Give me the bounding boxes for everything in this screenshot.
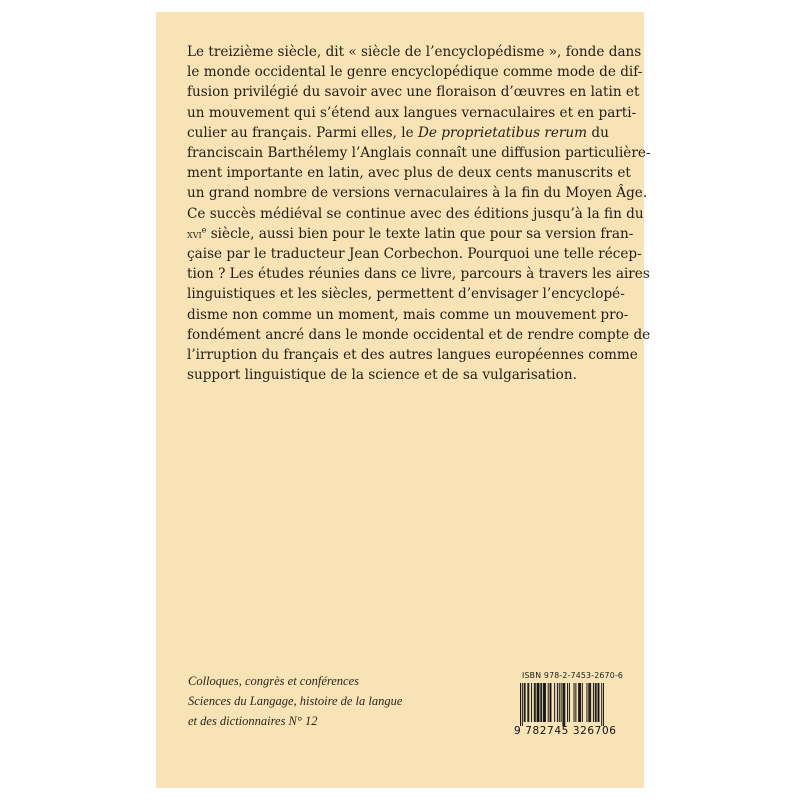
century-numeral: xvi xyxy=(187,226,202,241)
blurb-text-segment: culier au français. Parmi elles, le xyxy=(187,124,418,141)
blurb-line: le monde occidental le genre encyclopédique comme mode de dif- xyxy=(187,64,643,81)
blurb-line: disme non comme un moment, mais comme un mouvement pro- xyxy=(187,306,629,323)
blurb-text xyxy=(187,42,651,385)
blurb-line: çaise par le traducteur Jean Corbechon. Pourquoi une telle récep- xyxy=(187,246,642,263)
blurb-line: l’irruption du français et des autres langues européennes comme xyxy=(187,347,638,364)
blurb-text-segment: du xyxy=(587,124,609,141)
blurb-line: fondément ancré dans le monde occidental et de rendre compte de xyxy=(187,326,651,343)
blurb-line: fusion privilégié du savoir avec une floraison d’œuvres en latin et xyxy=(187,84,640,101)
blurb-line: Le treizième siècle, dit « siècle de l’encyclopédisme », fonde dans xyxy=(187,44,642,60)
series-line: et des dictionnaires N° 12 xyxy=(188,714,318,728)
blurb-line: linguistiques et les siècles, permettent d’envisager l’encyclopé- xyxy=(187,286,625,303)
series-line: Colloques, congrès et conférences xyxy=(188,674,360,688)
blurb-line: support linguistique de la science et de sa vulgarisation. xyxy=(187,367,577,384)
blurb-line: un grand nombre de versions vernaculaires à la fin du Moyen Âge. xyxy=(187,185,648,202)
blurb-line xyxy=(187,224,634,244)
blurb-line: tion ? Les études réunies dans ce livre, parcours à travers les aires xyxy=(187,266,650,283)
series-info xyxy=(188,671,438,731)
isbn-barcode xyxy=(514,671,624,741)
blurb-line: Ce succès médiéval se continue avec des éditions jusqu’à la fin du xyxy=(187,205,644,222)
ean-digits: 9 782745 326706 xyxy=(514,725,617,737)
series-line: Sciences du Langage, histoire de la langue xyxy=(188,694,403,708)
blurb-text-segment: siècle, aussi bien pour le texte latin que pour sa version fran- xyxy=(206,225,634,242)
blurb-line xyxy=(187,123,609,143)
back-cover xyxy=(156,12,651,788)
century-superscript: e xyxy=(201,225,207,235)
blurb-line: un mouvement qui s’étend aux langues vernaculaires et en parti- xyxy=(187,104,637,121)
book-title-italic: De proprietatibus rerum xyxy=(418,124,588,141)
barcode-bars xyxy=(520,683,604,726)
blurb-line: franciscain Barthélemy l’Anglais connaît une diffusion particulière- xyxy=(187,145,651,162)
blurb-line: ment importante en latin, avec plus de deux cents manuscrits et xyxy=(187,165,631,182)
isbn-label: ISBN 978-2-7453-2670-6 xyxy=(522,671,624,680)
